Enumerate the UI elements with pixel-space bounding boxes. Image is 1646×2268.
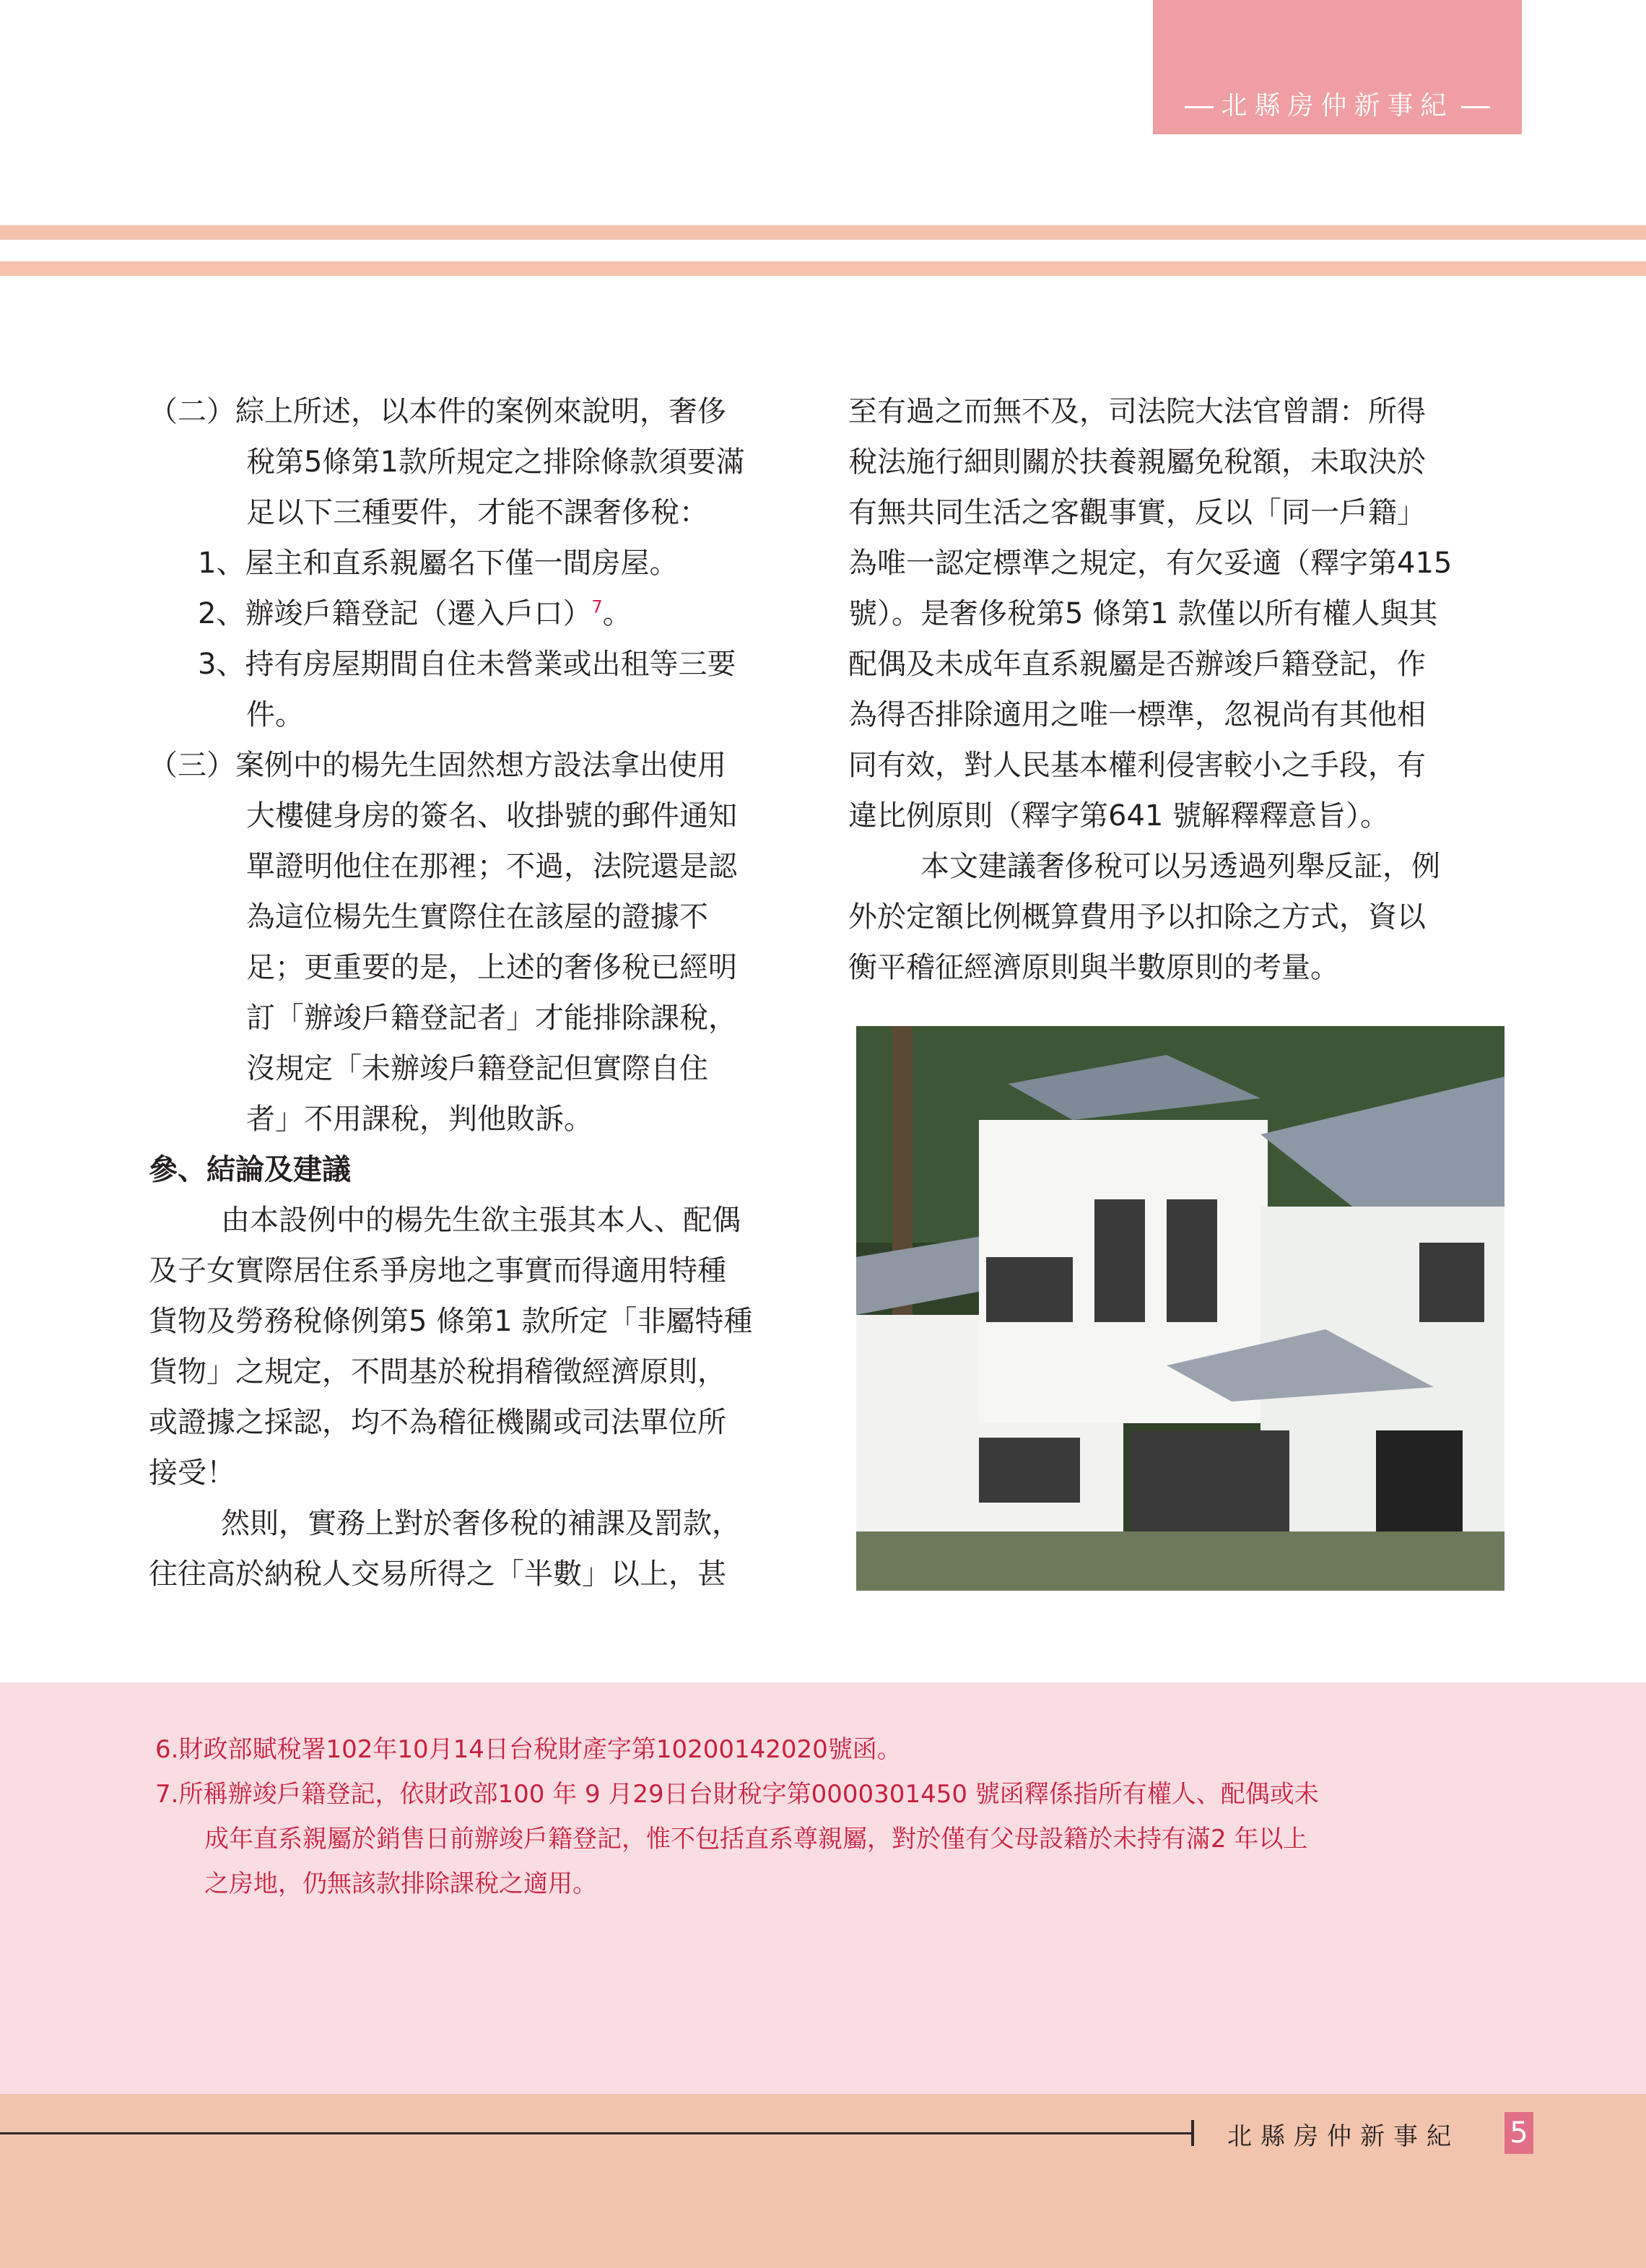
- left-column-line: 由本設例中的楊先生欲主張其本人、配偶: [221, 1204, 741, 1237]
- photo-window: [1419, 1243, 1484, 1322]
- right-column-line: 有無共同生活之客觀事實，反以「同一戶籍」: [848, 496, 1426, 529]
- left-column-line: 3、持有房屋期間自住未營業或出租等三要: [198, 648, 736, 681]
- left-column-line: 者」不用課稅，判他敗訴。: [246, 1103, 593, 1136]
- header-tab: [1153, 0, 1522, 134]
- right-column-line: 稅法施行細則關於扶養親屬免稅額，未取決於: [848, 446, 1426, 479]
- right-column-line: 至有過之而無不及，司法院大法官曾謂：所得: [848, 395, 1426, 428]
- left-column-line: 足；更重要的是，上述的奢侈稅已經明: [246, 951, 737, 984]
- right-column-line: 配偶及未成年直系親屬是否辦竣戶籍登記，作: [848, 648, 1426, 681]
- photo-window: [1094, 1199, 1145, 1322]
- left-column-line: 訂「辦竣戶籍登記者」才能排除課稅，: [246, 1002, 737, 1035]
- left-column-line: 足以下三種要件，才能不課奢侈稅：: [246, 496, 708, 529]
- right-column-line: 本文建議奢侈稅可以另透過列舉反証，例: [920, 850, 1440, 883]
- left-column-line: 單證明他住在那裡；不過，法院還是認: [246, 850, 737, 883]
- header-stripe-top: [0, 225, 1646, 240]
- house-photo-drawing: [856, 1026, 1505, 1591]
- left-column-line: 然則，實務上對於奢侈稅的補課及罰款，: [221, 1507, 741, 1540]
- left-column-line: 稅第5條第1款所規定之排除條款須要滿: [246, 446, 745, 479]
- page-number: 5: [1505, 2112, 1533, 2154]
- right-column-line: 外於定額比例概算費用予以扣除之方式，資以: [848, 900, 1426, 934]
- photo-window: [1167, 1199, 1217, 1322]
- footnote-line: 6.財政部賦稅署102年10月14日台稅財產字第10200142020號函。: [155, 1735, 902, 1764]
- left-column-line: （二）綜上所述，以本件的案例來說明，奢侈: [149, 395, 726, 428]
- line-text: 2、辦竣戶籍登記（遷入戶口）: [198, 597, 592, 630]
- right-column-line: 同有效，對人民基本權利侵害較小之手段，有: [848, 749, 1426, 782]
- footnote-marker: 7: [591, 596, 603, 617]
- footnote-list: [155, 1727, 1527, 1906]
- footer-publication-title: 北縣房仲新事紀: [1227, 2122, 1460, 2151]
- footnote-line: 成年直系親屬於銷售日前辦竣戶籍登記，惟不包括直系尊親屬，對於僅有父母設籍於未持有滿2 年以上: [204, 1825, 1308, 1854]
- header-title-text: 北縣房仲新事紀: [1221, 91, 1454, 121]
- left-column-line: 件。: [246, 698, 304, 731]
- photo-shrubs: [856, 1531, 1505, 1591]
- right-column-line: 衡平稽征經濟原則與半數原則的考量。: [848, 951, 1339, 984]
- left-text-column: [149, 386, 798, 1599]
- footnote-line: 7.所稱辦竣戶籍登記，依財政部100 年 9 月29日台財稅字第0000301450 號函釋係指所有權人、配偶或未: [155, 1780, 1319, 1809]
- right-column-line: 為得否排除適用之唯一標準，忽視尚有其他相: [848, 698, 1426, 731]
- left-column-line: 為這位楊先生實際住在該屋的證據不: [246, 900, 708, 934]
- photo-window: [979, 1438, 1080, 1503]
- header-dash-right: [1461, 106, 1490, 108]
- left-column-line: （三）案例中的楊先生固然想方設法拿出使用: [149, 749, 726, 782]
- header-dash-left: [1185, 106, 1214, 108]
- photo-bay-window: [1131, 1430, 1289, 1531]
- right-column-line: 號）。是奢侈稅第5 條第1 款僅以所有權人與其: [848, 597, 1438, 630]
- photo-window: [986, 1257, 1073, 1322]
- left-column-line: 貨物」之規定，不問基於稅捐稽徵經濟原則，: [149, 1355, 726, 1389]
- left-column-line: 參、結論及建議: [149, 1153, 351, 1186]
- left-column-line: 往往高於納稅人交易所得之「半數」以上，甚: [149, 1557, 726, 1591]
- header-publication-title: [1153, 85, 1522, 122]
- header-stripe-bottom: [0, 261, 1646, 276]
- left-column-line: 沒規定「未辦竣戶籍登記但實際自住: [246, 1052, 708, 1085]
- left-column-line: [149, 588, 798, 639]
- left-column-line: 1、屋主和直系親屬名下僅一間房屋。: [198, 547, 679, 580]
- footnote-line: 之房地，仍無該款排除課稅之適用。: [204, 1869, 597, 1898]
- footer-rule: [0, 2132, 1191, 2134]
- right-text-column: [848, 386, 1505, 993]
- house-photo: [856, 1026, 1505, 1591]
- left-column-line: 及子女實際居住系爭房地之事實而得適用特種: [149, 1254, 726, 1287]
- right-column-line: 違比例原則（釋字第641 號解釋釋意旨）。: [848, 799, 1390, 833]
- left-column-line: 大樓健身房的簽名、收掛號的郵件通知: [246, 799, 737, 833]
- right-column-line: 為唯一認定標準之規定，有欠妥適（釋字第415: [848, 547, 1453, 580]
- footer-tick: [1191, 2120, 1194, 2146]
- left-column-line: 接受！: [149, 1456, 235, 1490]
- line-text-after: 。: [602, 597, 632, 630]
- left-column-line: 或證據之採認，均不為稽征機關或司法單位所: [149, 1406, 726, 1439]
- left-column-line: 貨物及勞務稅條例第5 條第1 款所定「非屬特種: [149, 1305, 753, 1338]
